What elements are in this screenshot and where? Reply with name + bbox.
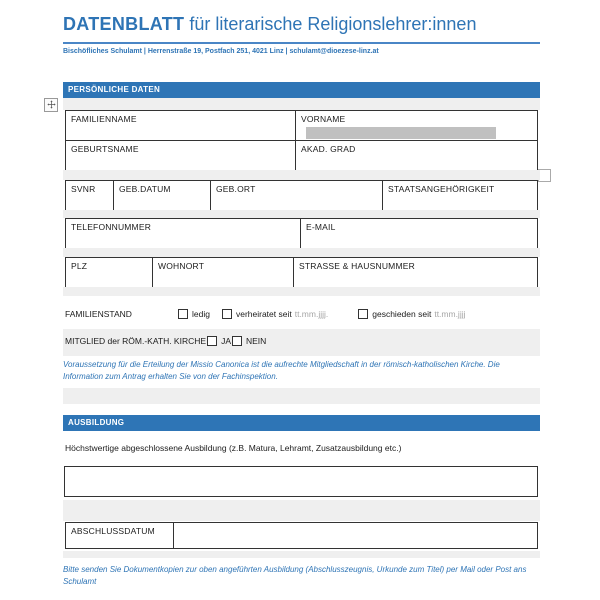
vorname-cell[interactable] (296, 111, 538, 141)
strasse-cell[interactable] (294, 258, 538, 288)
mitglied-row (65, 336, 537, 346)
documents-note: Bitte senden Sie Dokumentkopien zur oben angeführten Ausbildung (Abschlusszeugnis, Urkunde zum Titel) per Mail oder Post ans Schulamt (63, 565, 527, 586)
name-table (65, 110, 538, 171)
shading-band (63, 388, 540, 404)
wohnort-label: WOHNORT (158, 261, 205, 271)
option-ledig (178, 309, 210, 319)
address-table (65, 257, 538, 288)
vorname-input-field[interactable] (306, 127, 496, 139)
contact-table (65, 218, 538, 249)
option-verheiratet (222, 309, 328, 319)
ja-label: JA (221, 336, 231, 346)
familienname-label: FAMILIENNAME (71, 114, 137, 124)
option-geschieden (358, 309, 465, 319)
nein-label: NEIN (245, 336, 267, 346)
telefonnummer-cell[interactable] (66, 219, 301, 249)
familienname-cell[interactable] (66, 111, 296, 141)
verheiratet-checkbox[interactable] (222, 309, 232, 319)
ja-checkbox[interactable] (207, 336, 217, 346)
abschlussdatum-table (65, 522, 538, 549)
svnr-cell[interactable] (66, 181, 114, 211)
geb-datum-cell[interactable] (114, 181, 211, 211)
akad-grad-label: AKAD. GRAD (301, 144, 356, 154)
verheiratet-date-field[interactable]: tt.mm.jjjj. (294, 309, 329, 319)
geburtsname-label: GEBURTSNAME (71, 144, 139, 154)
title-divider (63, 42, 540, 44)
plz-cell[interactable] (66, 258, 153, 288)
section-header-education: AUSBILDUNG (63, 415, 540, 431)
ledig-label: ledig (192, 309, 210, 319)
geb-datum-label: GEB.DATUM (119, 184, 171, 194)
familienstand-row (65, 304, 537, 324)
vorname-label: VORNAME (301, 114, 346, 124)
geschieden-checkbox[interactable] (358, 309, 368, 319)
svnr-label: SVNR (71, 184, 96, 194)
shading-band (63, 551, 540, 558)
page-title-rest: für literarische Religionslehrer:innen (184, 14, 477, 34)
shading-band (63, 287, 540, 296)
nein-checkbox[interactable] (232, 336, 242, 346)
shading-band (63, 500, 540, 521)
birth-table (65, 180, 538, 211)
page-title-emphasis: DATENBLATT (63, 14, 185, 34)
ledig-checkbox[interactable] (178, 309, 188, 319)
section-header-personal: PERSÖNLICHE DATEN (63, 82, 540, 98)
geb-ort-cell[interactable] (211, 181, 383, 211)
shading-band (63, 210, 540, 218)
abschlussdatum-label-cell (66, 523, 174, 549)
shading-band (63, 248, 540, 257)
plz-label: PLZ (71, 261, 88, 271)
abschlussdatum-label: ABSCHLUSSDATUM (71, 526, 155, 536)
staatsangehoerigkeit-label: STAATSANGEHÖRIGKEIT (388, 184, 495, 194)
move-icon (47, 96, 56, 114)
education-question: Höchstwertige abgeschlossene Ausbildung (z.B. Matura, Lehramt, Zusatzausbildung etc.) (65, 443, 402, 453)
geschieden-label: geschieden seit (372, 309, 432, 319)
shading-band (63, 170, 540, 180)
contact-line: Bischöfliches Schulamt | Herrenstraße 19, Postfach 251, 4021 Linz | schulamt@dioezese-linz.at (63, 48, 379, 55)
akad-grad-cell[interactable] (296, 141, 538, 171)
education-input-box[interactable] (64, 466, 538, 497)
missio-note: Voraussetzung für die Erteilung der Missio Canonica ist die aufrechte Mitgliedschaft in der römisch-katholischen Kirche. Die Information zum Antrag erhalten Sie von der Fachinspektion. (63, 360, 500, 381)
shading-band (63, 98, 540, 110)
familienstand-label: FAMILIENSTAND (65, 309, 132, 319)
mitglied-label: MITGLIED der RÖM.-KATH. KIRCHE (65, 336, 207, 346)
staatsangehoerigkeit-cell[interactable] (383, 181, 538, 211)
geb-ort-label: GEB.ORT (216, 184, 256, 194)
email-label: E-MAIL (306, 222, 336, 232)
verheiratet-label: verheiratet seit (235, 309, 292, 319)
abschlussdatum-value-cell[interactable] (174, 523, 538, 549)
email-cell[interactable] (301, 219, 538, 249)
table-move-handle[interactable] (44, 98, 58, 112)
geschieden-date-field[interactable]: tt.mm.jjjj (434, 309, 466, 319)
wohnort-cell[interactable] (153, 258, 294, 288)
strasse-label: STRASSE & HAUSNUMMER (299, 261, 415, 271)
geburtsname-cell[interactable] (66, 141, 296, 171)
telefonnummer-label: TELEFONNUMMER (71, 222, 152, 232)
page-title (63, 14, 553, 35)
